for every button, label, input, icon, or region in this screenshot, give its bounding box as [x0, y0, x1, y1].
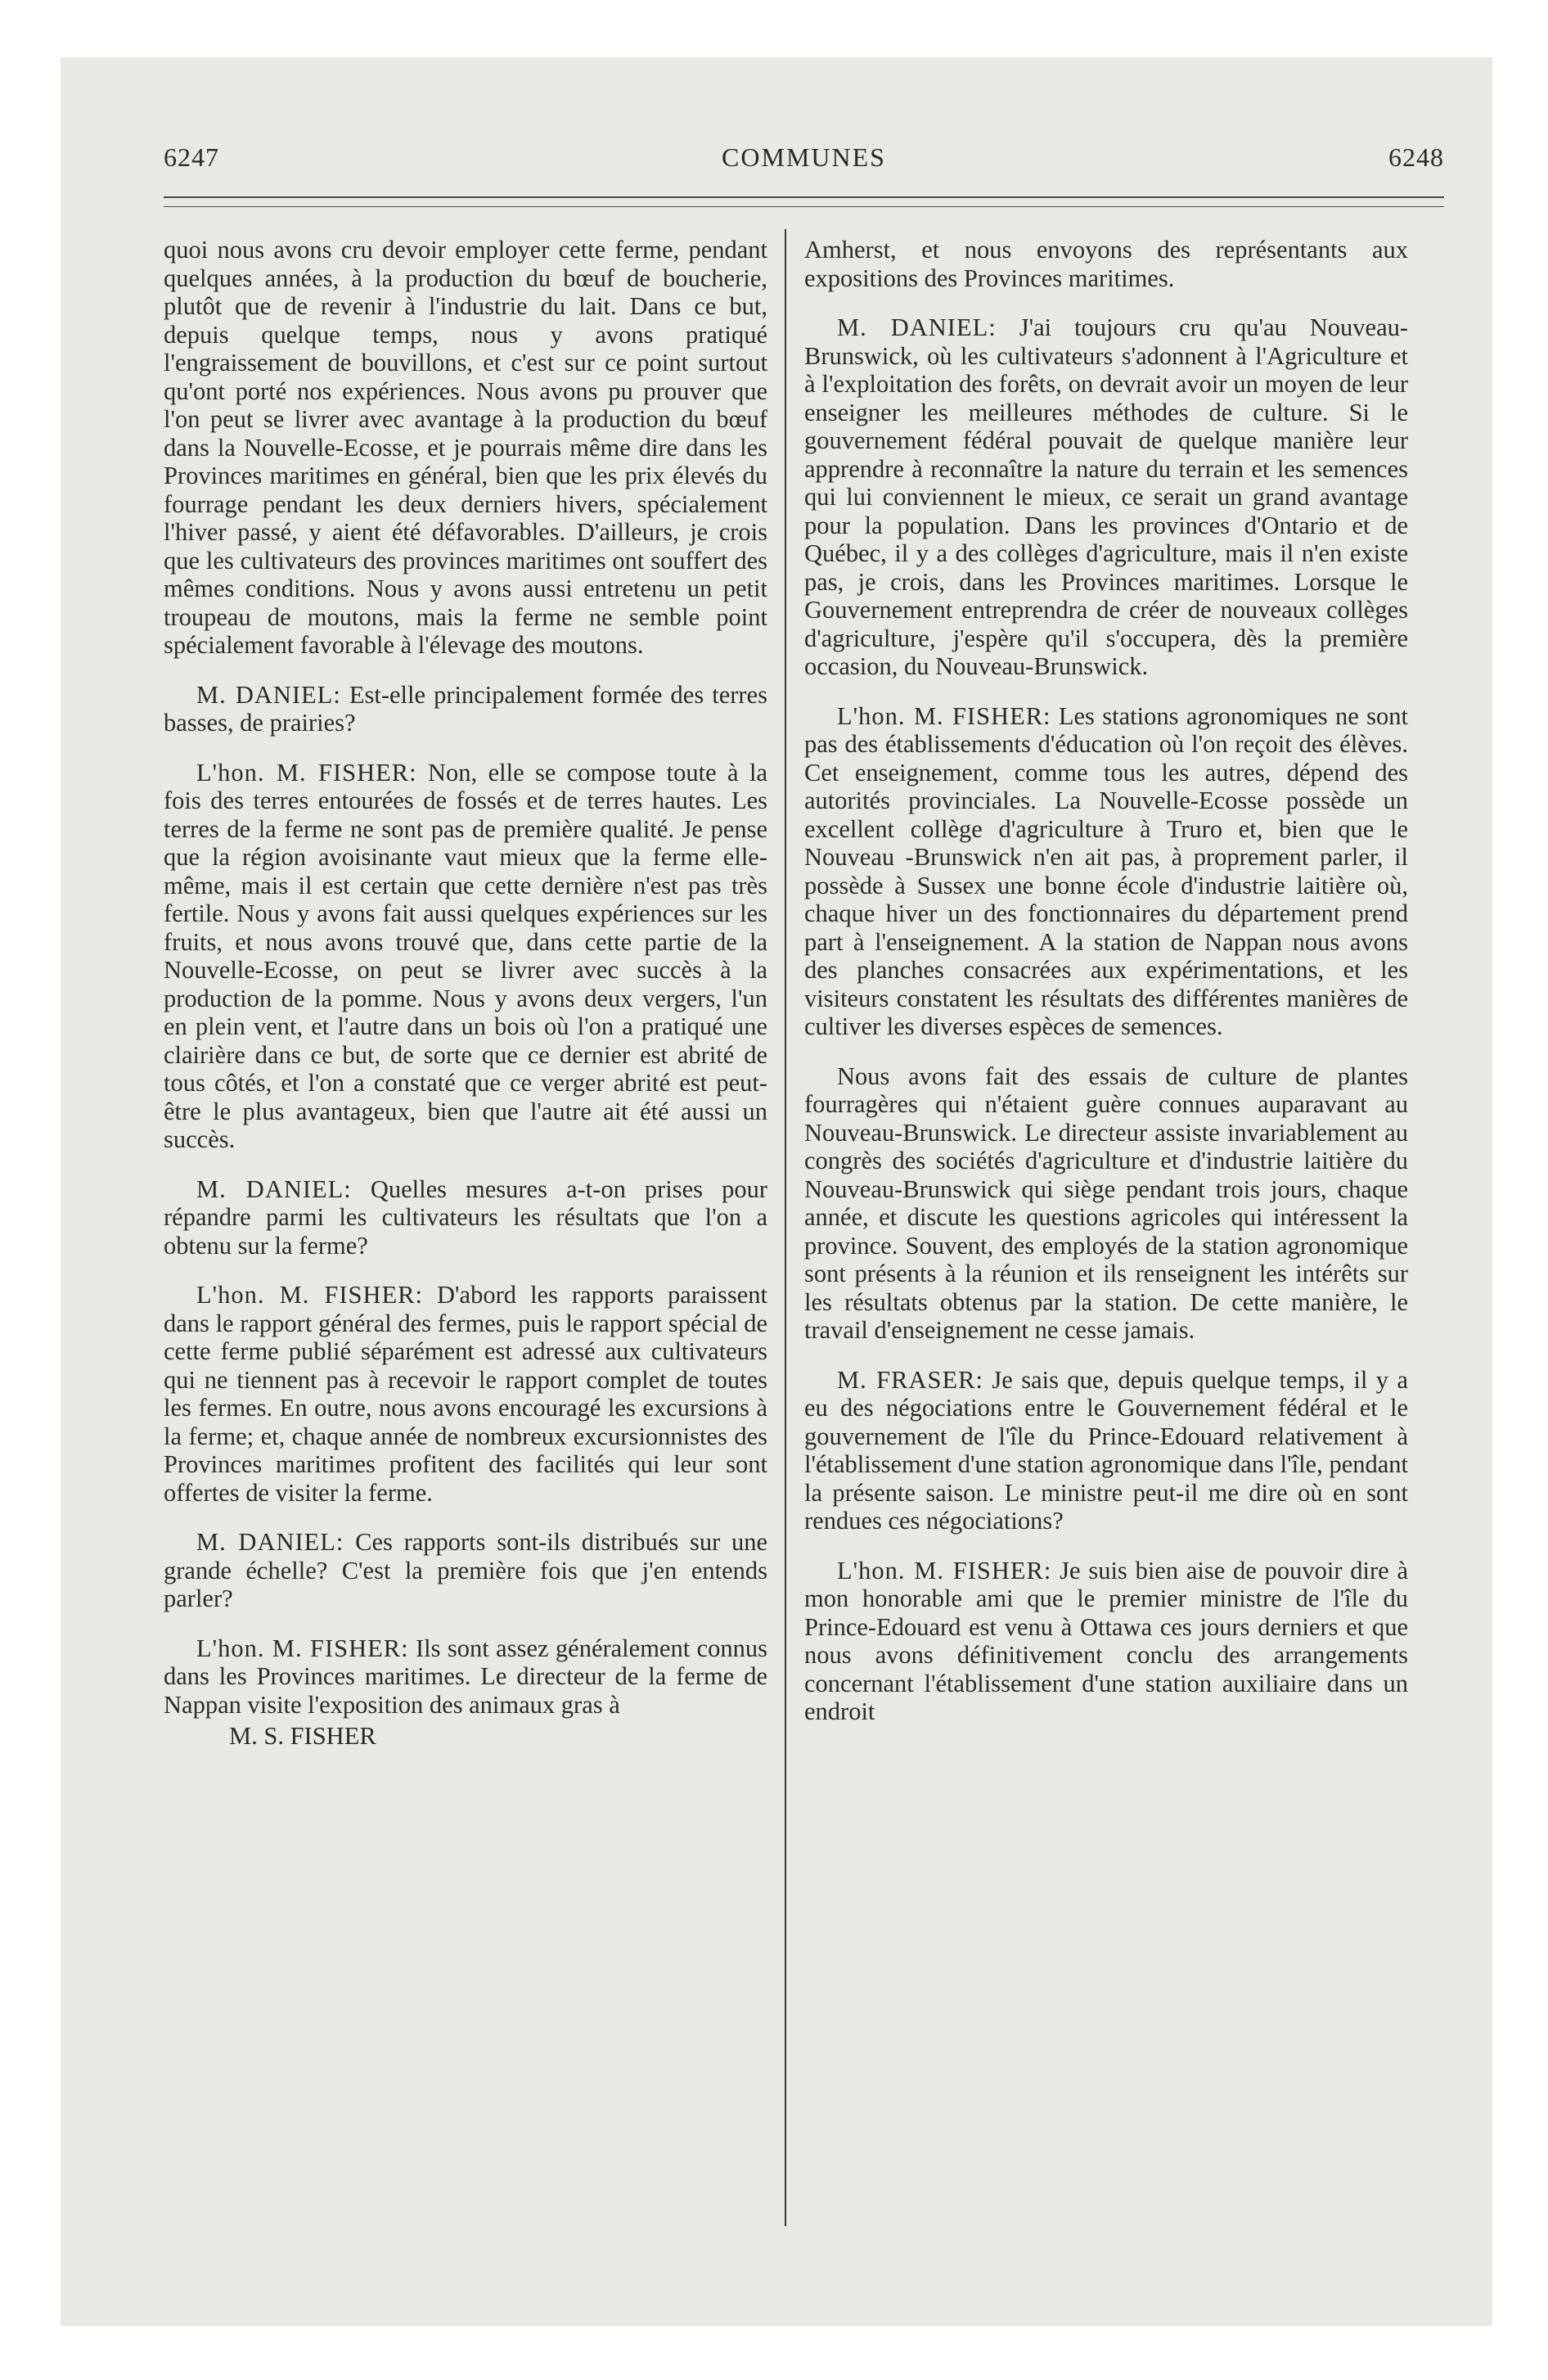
speaker: M. DANIEL:	[196, 1174, 352, 1203]
paragraph: M. DANIEL: J'ai toujours cru qu'au Nouveau-Brunswick, où les cultivateurs s'adonnent à l'Agriculture et à l'exploitation des forêts, on devrait avoir un moyen de leur enseigner les meilleures méthodes de culture. Si le gouvernement fédéral pouvait de quelque manière leur apprendre à reconnaître la nature du terrain et les semences qui lui conviennent le mieux, ce serait un grand avantage pour la population. Dans les provinces d'Ontario et de Québec, il y a des collèges d'agriculture, mais il n'en existe pas, je crois, dans les Provinces maritimes. Lorsque le Gouvernement entreprendra de créer de nouveaux collèges d'agriculture, j'espère qu'il s'occupera, dès la première occasion, du Nouveau-Brunswick.	[804, 313, 1409, 680]
paragraph: L'hon. M. FISHER: D'abord les rapports paraissent dans le rapport général des fermes, puis le rapport spécial de cette ferme publié séparément est adressé aux cultivateurs qui ne tiennent pas à recevoir le rapport complet de toutes les fermes. En outre, nous avons encouragé les excursions à la ferme; et, chaque année de nombreux excursionnistes des Provinces maritimes profitent des facilités qui leur sont offertes de visiter la ferme.	[164, 1281, 767, 1507]
header-rule-bottom	[164, 206, 1444, 207]
right-column	[804, 236, 1408, 1726]
speaker: L'hon. M. FISHER:	[196, 758, 417, 787]
paragraph: L'hon. M. FISHER: Ils sont assez généralement connus dans les Provinces maritimes. Le directeur de la ferme de Nappan visite l'exposition des animaux gras à	[164, 1634, 767, 1719]
page-number-right: 6248	[1388, 142, 1444, 172]
header-rule-top	[164, 196, 1444, 198]
footer-speaker-name: M. S. FISHER	[229, 1722, 376, 1750]
left-column	[164, 236, 767, 1751]
document-page	[164, 115, 1444, 2210]
speaker: M. DANIEL:	[196, 1528, 344, 1556]
paragraph: M. FRASER: Je sais que, depuis quelque temps, il y a eu des négociations entre le Gouvernement fédéral et le gouvernement de l'île du Prince-Edouard relativement à l'établissement d'une station agronomique dans l'île, pendant la présente saison. Le ministre peut-il me dire où en sont rendues ces négociations?	[804, 1365, 1408, 1535]
column-divider	[785, 229, 786, 2226]
speaker: M. DANIEL:	[196, 680, 341, 709]
paragraph: Amherst, et nous envoyons des représentants aux expositions des Provinces maritimes.	[804, 236, 1408, 292]
paragraph: L'hon. M. FISHER: Non, elle se compose toute à la fois des terres entourées de fossés et de terres hautes. Les terres de la ferme ne sont pas de première qualité. Je pense que la région avoisinante vaut mieux que la ferme elle-même, mais il est certain que cette dernière n'est pas très fertile. Nous y avons fait aussi quelques expériences sur les fruits, et nous avons trouvé que, dans cette partie de la Nouvelle-Ecosse, on peut se livrer avec succès à la production de la pomme. Nous y avons deux vergers, l'un en plein vent, et l'autre dans un bois où l'on a pratiqué une clairière dans ce but, de sorte que ce dernier est abrité de tous côtés, et l'on a constaté que ce verger abrité est peut-être le plus avantageux, bien que l'autre ait été aussi un succès.	[164, 758, 767, 1153]
paragraph: L'hon. M. FISHER: Je suis bien aise de pouvoir dire à mon honorable ami que le premier ministre de l'île du Prince-Edouard est venu à Ottawa ces jours derniers et que nous avons définitivement conclu des arrangements concernant l'établissement d'une station auxiliaire dans un endroit	[804, 1556, 1408, 1725]
paragraph: Nous avons fait des essais de culture de plantes fourragères qui n'étaient guère connues auparavant au Nouveau-Brunswick. Le directeur assiste invariablement au congrès des sociétés d'agriculture et d'industrie laitière du Nouveau-Brunswick qui siège pendant trois jours, chaque année, et discute les questions agricoles qui intéressent la province. Souvent, des employés de la station agronomique sont présents à la réunion et ils renseignent les intérêts sur les résultats obtenus par la station. De cette manière, le travail d'enseignement ne cesse jamais.	[804, 1062, 1408, 1344]
speaker: L'hon. M. FISHER:	[837, 701, 1051, 730]
paragraph: M. DANIEL: Est-elle principalement formée des terres basses, de prairies?	[164, 680, 767, 737]
page-number-left: 6247	[164, 142, 219, 172]
running-header	[164, 142, 1444, 192]
paragraph: L'hon. M. FISHER: Les stations agronomiques ne sont pas des établissements d'éducation où l'on reçoit des élèves. Cet enseignement, comme tous les autres, dépend des autorités provinciales. La Nouvelle-Ecosse possède un excellent collège d'agriculture à Truro et, bien que le Nouveau -Brunswick n'en ait pas, à proprement parler, il possède à Sussex une bonne école d'industrie laitière où, chaque hiver un des fonctionnaires du département prend part à l'enseignement. A la station de Nappan nous avons des planches consacrées aux expérimentations, et les visiteurs constatent les résultats des différentes manières de cultiver les diverses espèces de semences.	[804, 701, 1408, 1040]
speaker: M. FRASER:	[837, 1365, 983, 1394]
speaker: M. DANIEL:	[837, 313, 997, 341]
header-title: COMMUNES	[722, 142, 886, 172]
speaker: L'hon. M. FISHER:	[196, 1634, 409, 1662]
speaker: L'hon. M. FISHER:	[196, 1281, 423, 1309]
paragraph: quoi nous avons cru devoir employer cette ferme, pendant quelques années, à la production du bœuf de boucherie, plutôt que de revenir à l'industrie du lait. Dans ce but, depuis quelque temps, nous y avons pratiqué l'engraissement de bouvillons, et c'est sur ce point surtout qu'ont porté nos expériences. Nous avons pu prouver que l'on peut se livrer avec avantage à la production du bœuf dans la Nouvelle-Ecosse, et je pourrais même dire dans les Provinces maritimes en général, bien que les prix élevés du fourrage pendant les deux derniers hivers, spécialement l'hiver passé, y aient été défavorables. D'ailleurs, je crois que les cultivateurs des provinces maritimes ont souffert des mêmes conditions. Nous y avons aussi entretenu un petit troupeau de moutons, mais la ferme ne semble point spécialement favorable à l'élevage des moutons.	[164, 236, 767, 659]
paragraph: M. DANIEL: Quelles mesures a-t-on prises pour répandre parmi les cultivateurs les résultats que l'on a obtenu sur la ferme?	[164, 1174, 767, 1260]
speaker: L'hon. M. FISHER:	[837, 1556, 1052, 1584]
paragraph: M. DANIEL: Ces rapports sont-ils distribués sur une grande échelle? C'est la première fois que j'en entends parler?	[164, 1528, 768, 1612]
